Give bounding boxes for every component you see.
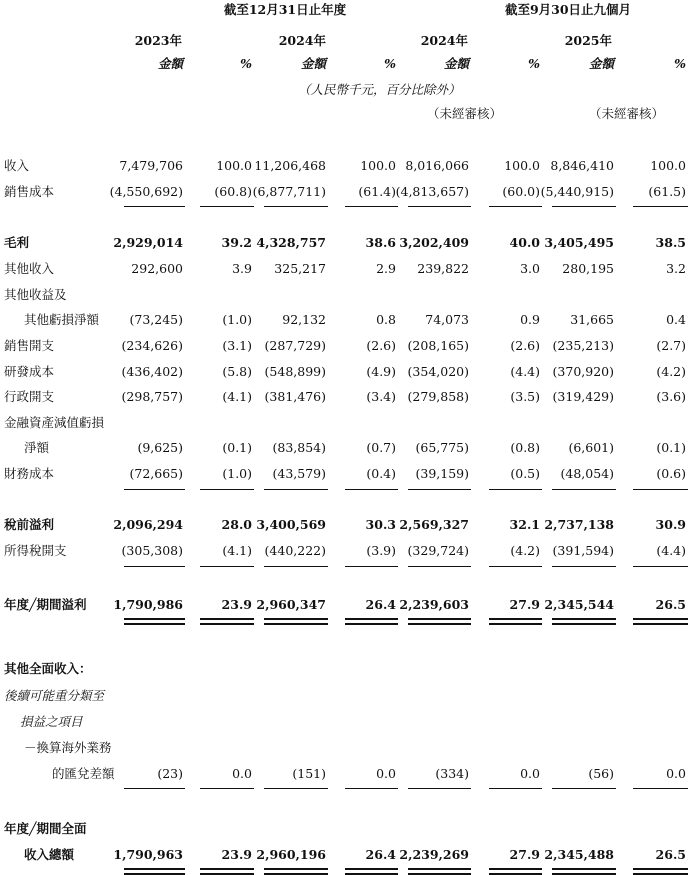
row-label-line-1: 金融資產減值虧損 [4,415,105,430]
cell-percent: 28.0 [221,517,252,532]
cell-percent: (0.5) [510,466,540,481]
underline-rule [200,788,254,789]
cell-amount: 8,846,410 [550,158,614,173]
underline-rule [408,788,471,789]
cell-amount: 2,345,544 [544,597,614,612]
cell-percent: (0.6) [656,466,686,481]
cell-amount: 292,600 [131,261,183,276]
cell-percent: (4.4) [656,543,686,558]
header-9m-group: 截至9月30日止九個月 [504,2,632,17]
cell-percent: 0.0 [232,766,252,781]
cell-percent: 100.0 [360,158,396,173]
underline-rule [489,489,542,490]
cell-amount: (23) [157,766,183,781]
cell-percent: (0.4) [366,466,396,481]
row-label: 研發成本 [4,364,55,379]
cell-amount: (436,402) [121,364,183,379]
underline-rule [633,206,688,207]
cell-percent: (4.9) [366,364,396,379]
underline-rule [264,206,328,207]
double-underline-rule [264,623,328,625]
cell-amount: 3,202,409 [399,235,469,250]
cell-percent: 30.9 [655,517,686,532]
cell-percent: 30.3 [365,517,396,532]
cell-amount: 92,132 [282,312,326,327]
cell-amount: (235,213) [552,338,614,353]
cell-percent: 0.0 [376,766,396,781]
cell-amount: 4,328,757 [256,235,326,250]
underline-rule [552,489,616,490]
cell-amount: (391,594) [552,543,614,558]
cell-percent: (61.5) [648,184,686,199]
underline-rule [633,788,688,789]
underline-rule [124,788,185,789]
cell-percent: (2.6) [510,338,540,353]
cell-amount: 2,096,294 [113,517,183,532]
cell-amount: (4,550,692) [109,184,183,199]
row-label: 其他收入 [4,261,55,276]
cell-percent: 3.2 [666,261,686,276]
column-header-percent: % [528,56,540,71]
cell-amount: (43,579) [272,466,326,481]
cell-amount: 11,206,468 [254,158,326,173]
cell-amount: (6,877,711) [252,184,326,199]
cell-percent: 39.2 [221,235,252,250]
cell-amount: 8,016,066 [405,158,469,173]
cell-percent: 0.0 [520,766,540,781]
cell-percent: (5.8) [222,364,252,379]
cell-percent: 23.9 [221,597,252,612]
cell-amount: (5,440,915) [540,184,614,199]
cell-percent: (1.0) [222,312,252,327]
cell-percent: 27.9 [509,597,540,612]
double-underline-rule [552,618,616,620]
double-underline-rule [264,618,328,620]
row-label-line-2: 淨額 [24,440,50,455]
row-label: 年度╱期間溢利 [4,597,87,612]
cell-amount: (279,858) [407,389,469,404]
double-underline-rule [345,618,398,620]
year-2024-fy: 2024年 [278,33,326,48]
underline-rule [633,566,688,567]
cell-percent: (2.6) [366,338,396,353]
header-fy-group: 截至12月31日止年度 [223,2,347,17]
cell-amount: 280,195 [562,261,614,276]
cell-percent: 27.9 [509,847,540,862]
underline-rule [124,489,185,490]
cell-amount: 2,960,347 [256,597,326,612]
cell-amount: (73,245) [129,312,183,327]
cell-amount: (72,665) [129,466,183,481]
cell-percent: (60.0) [502,184,540,199]
oci-title: 其他全面收入： [4,661,92,676]
double-underline-rule [408,623,471,625]
cell-percent: 3.9 [232,261,252,276]
column-header-amount: 金額 [588,56,614,71]
cell-percent: 38.6 [365,235,396,250]
unit-note: （人民幣千元，百分比除外） [298,82,461,97]
row-label: 銷售開支 [4,338,55,353]
double-underline-rule [552,623,616,625]
double-underline-rule [124,868,185,870]
cell-amount: 3,405,495 [544,235,614,250]
cell-amount: 2,960,196 [256,847,326,862]
underline-rule [345,566,398,567]
underline-rule [489,206,542,207]
cell-amount: 2,929,014 [113,235,183,250]
row-label: 行政開支 [4,389,55,404]
row-label: 收入 [4,158,30,173]
double-underline-rule [264,868,328,870]
cell-percent: 26.5 [655,847,686,862]
cell-amount: 239,822 [417,261,469,276]
column-header-amount: 金額 [300,56,326,71]
cell-percent: 0.8 [376,312,396,327]
cell-amount: (9,625) [137,440,183,455]
underline-rule [408,206,471,207]
cell-amount: (354,020) [407,364,469,379]
double-underline-rule [489,618,542,620]
cell-percent: 100.0 [504,158,540,173]
row-label: 稅前溢利 [4,517,55,532]
cell-percent: (1.0) [222,466,252,481]
double-underline-rule [200,623,254,625]
cell-percent: (4.2) [656,364,686,379]
cell-percent: 2.9 [376,261,396,276]
underline-rule [489,788,542,789]
cell-percent: 32.1 [509,517,540,532]
cell-percent: 26.4 [365,847,396,862]
underline-rule [264,566,328,567]
cell-amount: (298,757) [121,389,183,404]
row-label-line-2: 的匯兌差額 [52,766,115,781]
cell-amount: (6,601) [568,440,614,455]
cell-percent: (4.1) [222,389,252,404]
cell-amount: (39,159) [415,466,469,481]
cell-amount: 1,790,963 [113,847,183,862]
cell-percent: (4.1) [222,543,252,558]
underline-rule [345,489,398,490]
row-label-line-1: 年度╱期間全面 [4,821,87,836]
cell-percent: (3.6) [656,389,686,404]
double-underline-rule [345,868,398,870]
underline-rule [200,566,254,567]
cell-percent: (4.2) [510,543,540,558]
underline-rule [345,788,398,789]
cell-amount: (48,054) [560,466,614,481]
cell-amount: (440,222) [264,543,326,558]
underline-rule [552,206,616,207]
cell-percent: 0.4 [666,312,686,327]
underline-rule [489,566,542,567]
underline-rule [552,566,616,567]
cell-amount: 2,239,269 [399,847,469,862]
cell-amount: (370,920) [552,364,614,379]
double-underline-rule [633,868,688,870]
cell-percent: 0.0 [666,766,686,781]
underline-rule [345,206,398,207]
cell-amount: 2,737,138 [544,517,614,532]
cell-amount: (83,854) [272,440,326,455]
cell-amount: 7,479,706 [119,158,183,173]
underline-rule [124,206,185,207]
cell-percent: (3.9) [366,543,396,558]
underline-rule [552,788,616,789]
cell-percent: 26.4 [365,597,396,612]
cell-amount: 1,790,986 [113,597,183,612]
double-underline-rule [489,868,542,870]
cell-percent: (3.4) [366,389,396,404]
cell-percent: (0.1) [222,440,252,455]
double-underline-rule [345,623,398,625]
cell-amount: (234,626) [121,338,183,353]
underline-rule [633,489,688,490]
unaudited-label-2025: （未經審核） [589,106,665,121]
column-header-percent: % [240,56,252,71]
year-2025-9m: 2025年 [564,33,612,48]
oci-subtitle-2: 損益之項目 [20,714,83,729]
cell-percent: 100.0 [650,158,686,173]
cell-percent: 26.5 [655,597,686,612]
cell-percent: (3.1) [222,338,252,353]
unaudited-label-2024: （未經審核） [427,106,503,121]
cell-amount: 2,239,603 [399,597,469,612]
cell-percent: 38.5 [655,235,686,250]
underline-rule [264,489,328,490]
cell-amount: (319,429) [552,389,614,404]
cell-percent: (61.4) [358,184,396,199]
cell-amount: (334) [435,766,469,781]
double-underline-rule [124,623,185,625]
double-underline-rule [200,618,254,620]
underline-rule [200,206,254,207]
cell-percent: 40.0 [509,235,540,250]
cell-amount: (151) [292,766,326,781]
cell-percent: (2.7) [656,338,686,353]
row-label-line-2: 收入總額 [24,847,75,862]
row-label: 毛利 [4,235,30,250]
cell-amount: (65,775) [415,440,469,455]
double-underline-rule [489,623,542,625]
cell-amount: 2,345,488 [544,847,614,862]
double-underline-rule [552,868,616,870]
cell-percent: (60.8) [214,184,252,199]
cell-percent: 0.9 [520,312,540,327]
cell-amount: 74,073 [425,312,469,327]
cell-amount: (305,308) [121,543,183,558]
double-underline-rule [633,623,688,625]
column-header-percent: % [674,56,686,71]
cell-percent: 3.0 [520,261,540,276]
cell-percent: (0.7) [366,440,396,455]
cell-amount: 3,400,569 [256,517,326,532]
cell-amount: (329,724) [407,543,469,558]
underline-rule [264,788,328,789]
cell-percent: (3.5) [510,389,540,404]
row-label-line-1: －換算海外業務 [24,740,112,755]
cell-amount: 325,217 [274,261,326,276]
cell-percent: (4.4) [510,364,540,379]
underline-rule [124,566,185,567]
cell-percent: (0.8) [510,440,540,455]
column-header-amount: 金額 [157,56,183,71]
row-label: 銷售成本 [4,184,55,199]
underline-rule [408,566,471,567]
column-header-amount: 金額 [443,56,469,71]
double-underline-rule [124,618,185,620]
cell-percent: 23.9 [221,847,252,862]
double-underline-rule [200,868,254,870]
cell-amount: (4,813,657) [395,184,469,199]
cell-percent: 100.0 [216,158,252,173]
cell-amount: (208,165) [407,338,469,353]
cell-amount: (381,476) [264,389,326,404]
row-label-line-1: 其他收益及 [4,287,67,302]
cell-amount: (56) [588,766,614,781]
underline-rule [408,489,471,490]
row-label: 所得稅開支 [4,543,67,558]
row-label: 財務成本 [4,466,55,481]
column-header-percent: % [384,56,396,71]
cell-amount: 31,665 [570,312,614,327]
year-2024-9m: 2024年 [420,33,468,48]
cell-percent: (0.1) [656,440,686,455]
cell-amount: 2,569,327 [399,517,469,532]
underline-rule [200,489,254,490]
year-2023: 2023年 [134,33,182,48]
cell-amount: (548,899) [264,364,326,379]
double-underline-rule [408,868,471,870]
double-underline-rule [633,618,688,620]
row-label-line-2: 其他虧損淨額 [24,312,100,327]
cell-amount: (287,729) [264,338,326,353]
oci-subtitle-1: 後續可能重分類至 [4,688,105,703]
double-underline-rule [408,618,471,620]
